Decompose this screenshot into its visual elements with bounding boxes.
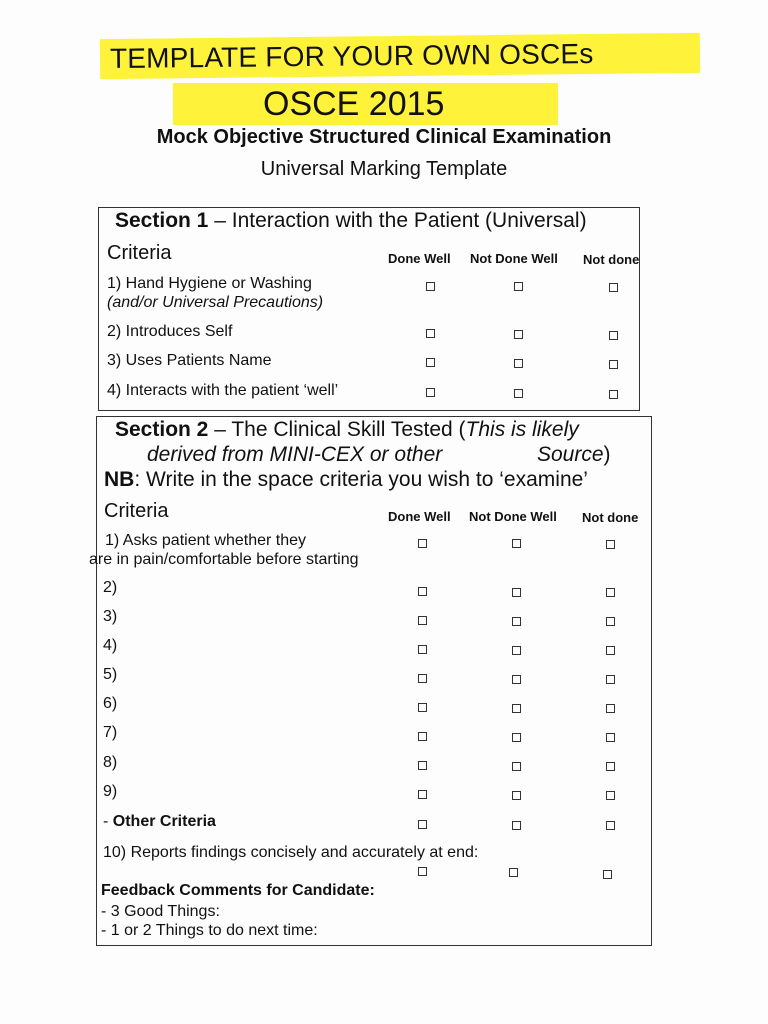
section-1-heading — [115, 209, 587, 233]
s1-item-4: 4) Interacts with the patient ‘well’ — [107, 382, 339, 399]
s2-other-not-done-well-checkbox[interactable] — [512, 821, 521, 830]
col-not-done-well: Not Done Well — [470, 251, 558, 266]
s2-item-8-not-done-well-checkbox[interactable] — [512, 762, 521, 771]
section-2-italic-1: This is likely — [465, 418, 579, 441]
s2-item-10-not-done-checkbox[interactable] — [603, 870, 612, 879]
s1-item-3: 3) Uses Patients Name — [107, 352, 272, 369]
s1-item-1-not-done-checkbox[interactable] — [609, 283, 618, 292]
s1-item-4-not-done-checkbox[interactable] — [609, 390, 618, 399]
s2-item-6-done-well-checkbox[interactable] — [418, 703, 427, 712]
s2-col-done-well: Done Well — [388, 509, 451, 524]
col-done-well: Done Well — [388, 251, 451, 266]
other-dash: - — [103, 813, 113, 830]
other-criteria-label: Other Criteria — [112, 813, 216, 830]
s2-item-1-done-well-checkbox[interactable] — [418, 539, 427, 548]
s2-item-3-not-done-checkbox[interactable] — [606, 617, 615, 626]
s2-item-1-line2: are in pain/comfortable before starting — [89, 551, 359, 568]
s2-item-10-not-done-well-checkbox[interactable] — [509, 868, 518, 877]
section-1-dash: – — [208, 209, 232, 232]
s1-item-1-line2: (and/or Universal Precautions) — [107, 294, 324, 311]
s1-item-2-done-well-checkbox[interactable] — [426, 329, 435, 338]
s2-item-6: 6) — [103, 695, 118, 712]
s2-item-1 — [89, 531, 359, 569]
s2-item-9-not-done-well-checkbox[interactable] — [512, 791, 521, 800]
s2-item-6-not-done-checkbox[interactable] — [606, 704, 615, 713]
section-2-italic-2: derived from MINI-CEX or other — [147, 443, 443, 466]
s1-item-3-not-done-checkbox[interactable] — [609, 360, 618, 369]
section-1-title: Interaction with the Patient (Universal) — [231, 209, 587, 232]
s2-item-7-done-well-checkbox[interactable] — [418, 732, 427, 741]
s2-item-5: 5) — [103, 666, 118, 683]
s1-item-1-not-done-well-checkbox[interactable] — [514, 282, 523, 291]
s1-item-3-done-well-checkbox[interactable] — [426, 358, 435, 367]
s2-item-5-done-well-checkbox[interactable] — [418, 674, 427, 683]
nb-label: NB — [104, 468, 135, 491]
s2-item-4: 4) — [103, 637, 118, 654]
s1-item-1 — [107, 274, 323, 312]
s2-item-4-not-done-well-checkbox[interactable] — [512, 646, 521, 655]
s1-item-4-done-well-checkbox[interactable] — [426, 388, 435, 397]
s2-col-not-done: Not done — [582, 510, 639, 525]
s1-item-2-not-done-checkbox[interactable] — [609, 331, 618, 340]
s2-item-9-done-well-checkbox[interactable] — [418, 790, 427, 799]
section-2-close: ) — [603, 443, 611, 466]
section-2-italic-3: Source — [537, 443, 604, 466]
s2-item-7-not-done-well-checkbox[interactable] — [512, 733, 521, 742]
s1-item-1-line1: 1) Hand Hygiene or Washing — [107, 275, 312, 292]
s2-item-9: 9) — [103, 783, 118, 800]
section-2-label: Section 2 — [115, 418, 209, 441]
s2-item-4-not-done-checkbox[interactable] — [606, 646, 615, 655]
subtitle: Mock Objective Structured Clinical Examination — [156, 126, 612, 148]
s2-item-9-not-done-checkbox[interactable] — [606, 791, 615, 800]
section-2-title: The Clinical Skill Tested ( — [231, 418, 466, 441]
section-2-dash: – — [208, 418, 232, 441]
section-1-criteria-label: Criteria — [107, 242, 172, 264]
s2-item-3: 3) — [103, 608, 118, 625]
s2-item-1-not-done-well-checkbox[interactable] — [512, 539, 521, 548]
s2-item-8: 8) — [103, 754, 118, 771]
s2-item-5-not-done-checkbox[interactable] — [606, 675, 615, 684]
section-2-heading — [115, 418, 579, 442]
feedback-heading-text: Feedback Comments for Candidate: — [101, 882, 375, 899]
s2-item-7-not-done-checkbox[interactable] — [606, 733, 615, 742]
osce-title: OSCE 2015 — [263, 85, 445, 123]
s2-item-10-done-well-checkbox[interactable] — [418, 867, 427, 876]
section-2-criteria-label: Criteria — [104, 500, 169, 522]
s2-item-1-line1: 1) Asks patient whether they — [105, 532, 306, 549]
title-highlight-2 — [173, 83, 558, 125]
s2-item-2: 2) — [103, 579, 118, 596]
feedback-next-time: - 1 or 2 Things to do next time: — [101, 922, 318, 939]
section-1-label: Section 1 — [115, 209, 209, 232]
s2-other-criteria — [103, 812, 216, 831]
s2-other-done-well-checkbox[interactable] — [418, 820, 427, 829]
template-title: TEMPLATE FOR YOUR OWN OSCEs — [109, 37, 594, 75]
s1-item-3-not-done-well-checkbox[interactable] — [514, 359, 523, 368]
s2-item-2-not-done-well-checkbox[interactable] — [512, 588, 521, 597]
s1-item-2: 2) Introduces Self — [107, 323, 233, 340]
s2-item-4-done-well-checkbox[interactable] — [418, 645, 427, 654]
s1-item-1-done-well-checkbox[interactable] — [426, 282, 435, 291]
nb-text: : Write in the space criteria you wish to ‘examine’ — [134, 468, 588, 491]
s2-item-7: 7) — [103, 724, 118, 741]
feedback-heading — [101, 881, 375, 900]
feedback-good-things: - 3 Good Things: — [101, 903, 220, 920]
s2-item-1-not-done-checkbox[interactable] — [606, 540, 615, 549]
s2-item-8-done-well-checkbox[interactable] — [418, 761, 427, 770]
s2-item-8-not-done-checkbox[interactable] — [606, 762, 615, 771]
title-highlight-1 — [100, 33, 700, 79]
s2-item-5-not-done-well-checkbox[interactable] — [512, 675, 521, 684]
col-not-done: Not done — [583, 252, 640, 267]
s2-item-2-done-well-checkbox[interactable] — [418, 587, 427, 596]
section-2-nb — [104, 468, 588, 492]
section-2-source-wrap — [537, 443, 611, 467]
subtitle-marking-template: Universal Marking Template — [260, 158, 508, 180]
s2-item-6-not-done-well-checkbox[interactable] — [512, 704, 521, 713]
s1-item-2-not-done-well-checkbox[interactable] — [514, 330, 523, 339]
s2-item-3-not-done-well-checkbox[interactable] — [512, 617, 521, 626]
s2-item-2-not-done-checkbox[interactable] — [606, 588, 615, 597]
s2-item-10: 10) Reports findings concisely and accurately at end: — [103, 844, 479, 861]
s2-item-3-done-well-checkbox[interactable] — [418, 616, 427, 625]
s2-col-not-done-well: Not Done Well — [469, 509, 557, 524]
section-2-box — [96, 416, 652, 946]
s2-other-not-done-checkbox[interactable] — [606, 821, 615, 830]
s1-item-4-not-done-well-checkbox[interactable] — [514, 389, 523, 398]
